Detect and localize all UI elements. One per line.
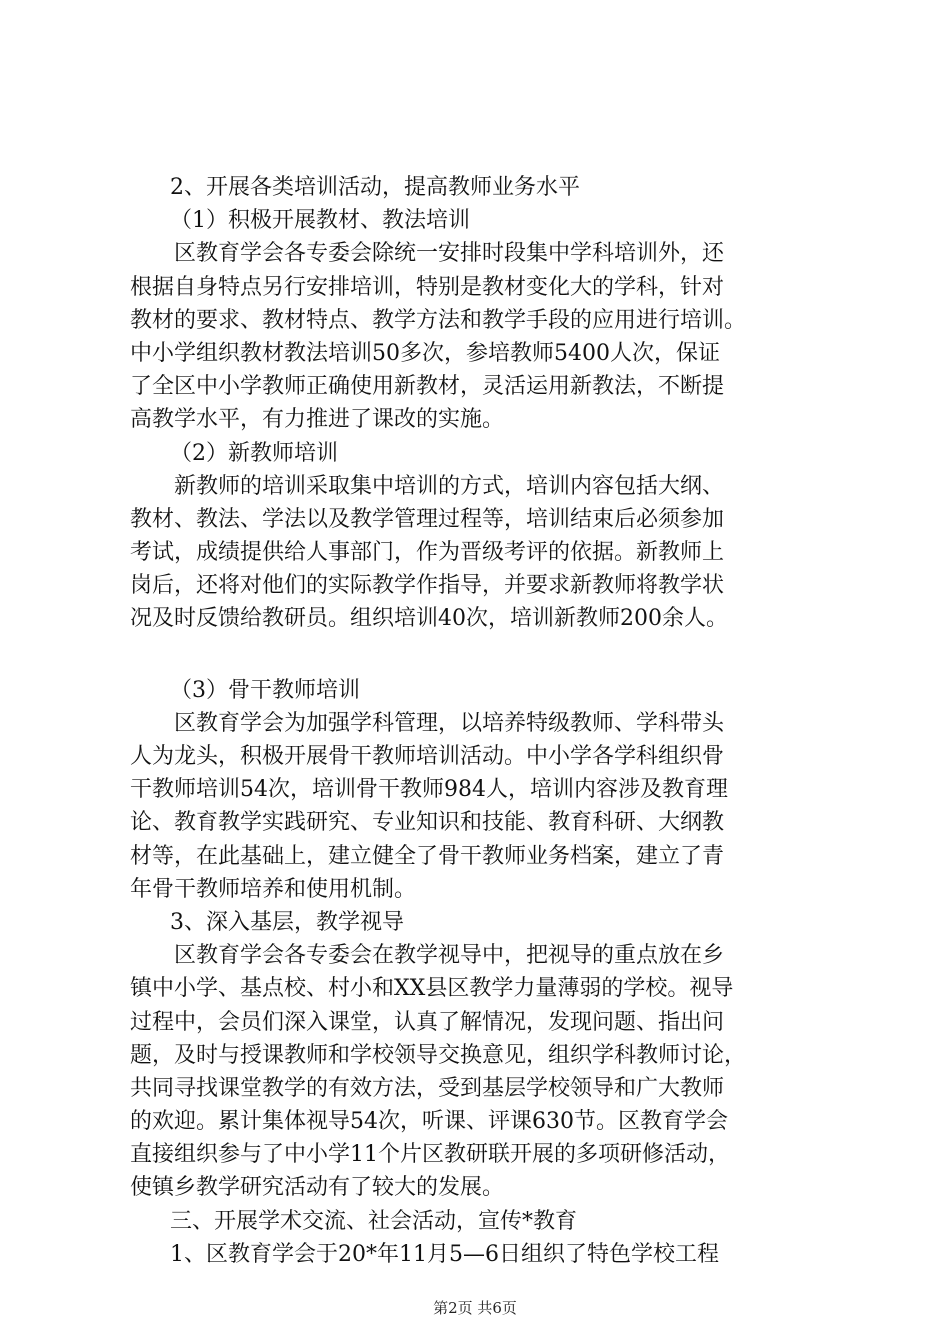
paragraph-line: 考试，成绩提供给人事部门，作为晋级考评的依据。新教师上 [130, 540, 725, 566]
paragraph-line: 年骨干教师培养和使用机制。 [130, 876, 417, 902]
subsection-heading: （3）骨干教师培训 [170, 677, 360, 703]
paragraph-line: 镇中小学、基点校、村小和XX县区教学力量薄弱的学校。视导 [130, 976, 734, 1002]
paragraph-line: 使镇乡教学研究活动有了较大的发展。 [130, 1175, 505, 1201]
paragraph-line: 论、教育教学实践研究、专业知识和技能、教育科研、大纲教 [130, 810, 725, 836]
section-heading: 3、深入基层，教学视导 [170, 909, 404, 935]
paragraph-line: 过程中，会员们深入课堂，认真了解情况，发现问题、指出问 [130, 1009, 725, 1035]
paragraph-line: 教材的要求、教材特点、教学方法和教学手段的应用进行培训。 [130, 307, 747, 333]
section-heading: 三、开展学术交流、社会活动，宣传*教育 [170, 1208, 578, 1234]
paragraph-line: 教材、教法、学法以及教学管理过程等，培训结束后必须参加 [130, 506, 725, 532]
paragraph-line: 题，及时与授课教师和学校领导交换意见，组织学科教师讨论， [130, 1042, 747, 1068]
page-footer: 第2页 共6页 [433, 1299, 517, 1317]
paragraph-line: 中小学组织教材教法培训50多次，参培教师5400人次，保证 [130, 340, 720, 366]
paragraph-line: 区教育学会各专委会除统一安排时段集中学科培训外，还 [174, 241, 725, 267]
subsection-heading: （1）积极开展教材、教法培训 [170, 208, 470, 234]
paragraph-line: 高教学水平，有力推进了课改的实施。 [130, 407, 505, 433]
paragraph-line: 根据自身特点另行安排培训，特别是教材变化大的学科，针对 [130, 274, 725, 300]
subsection-heading: （2）新教师培训 [170, 440, 338, 466]
paragraph-line: 材等，在此基础上，建立健全了骨干教师业务档案，建立了青 [130, 843, 725, 869]
paragraph-line: 区教育学会为加强学科管理，以培养特级教师、学科带头 [174, 710, 725, 736]
section-heading: 2、开展各类培训活动，提高教师业务水平 [170, 175, 580, 200]
paragraph-line: 况及时反馈给教研员。组织培训40次，培训新教师200余人。 [130, 606, 728, 632]
paragraph-line: 直接组织参与了中小学11个片区教研联开展的多项研修活动， [130, 1142, 730, 1168]
paragraph-line: 人为龙头，积极开展骨干教师培训活动。中小学各学科组织骨 [130, 744, 725, 769]
paragraph-line: 干教师培训54次，培训骨干教师984人，培训内容涉及教育理 [130, 777, 728, 803]
paragraph-line: 共同寻找课堂教学的有效方法，受到基层学校领导和广大教师 [130, 1075, 725, 1101]
paragraph-line: 的欢迎。累计集体视导54次，听课、评课630节。区教育学会 [130, 1109, 728, 1135]
paragraph-line: 岗后，还将对他们的实际教学作指导，并要求新教师将教学状 [130, 573, 725, 599]
document-body [130, 171, 850, 1271]
paragraph-line: 区教育学会各专委会在教学视导中，把视导的重点放在乡 [174, 943, 725, 969]
paragraph-line: 了全区中小学教师正确使用新教材，灵活运用新教法，不断提 [130, 374, 725, 400]
paragraph-line: 1、区教育学会于20*年11月5—6日组织了特色学校工程 [170, 1241, 719, 1267]
paragraph-gap [130, 636, 850, 674]
paragraph-line: 新教师的培训采取集中培训的方式，培训内容包括大纲、 [174, 473, 725, 499]
